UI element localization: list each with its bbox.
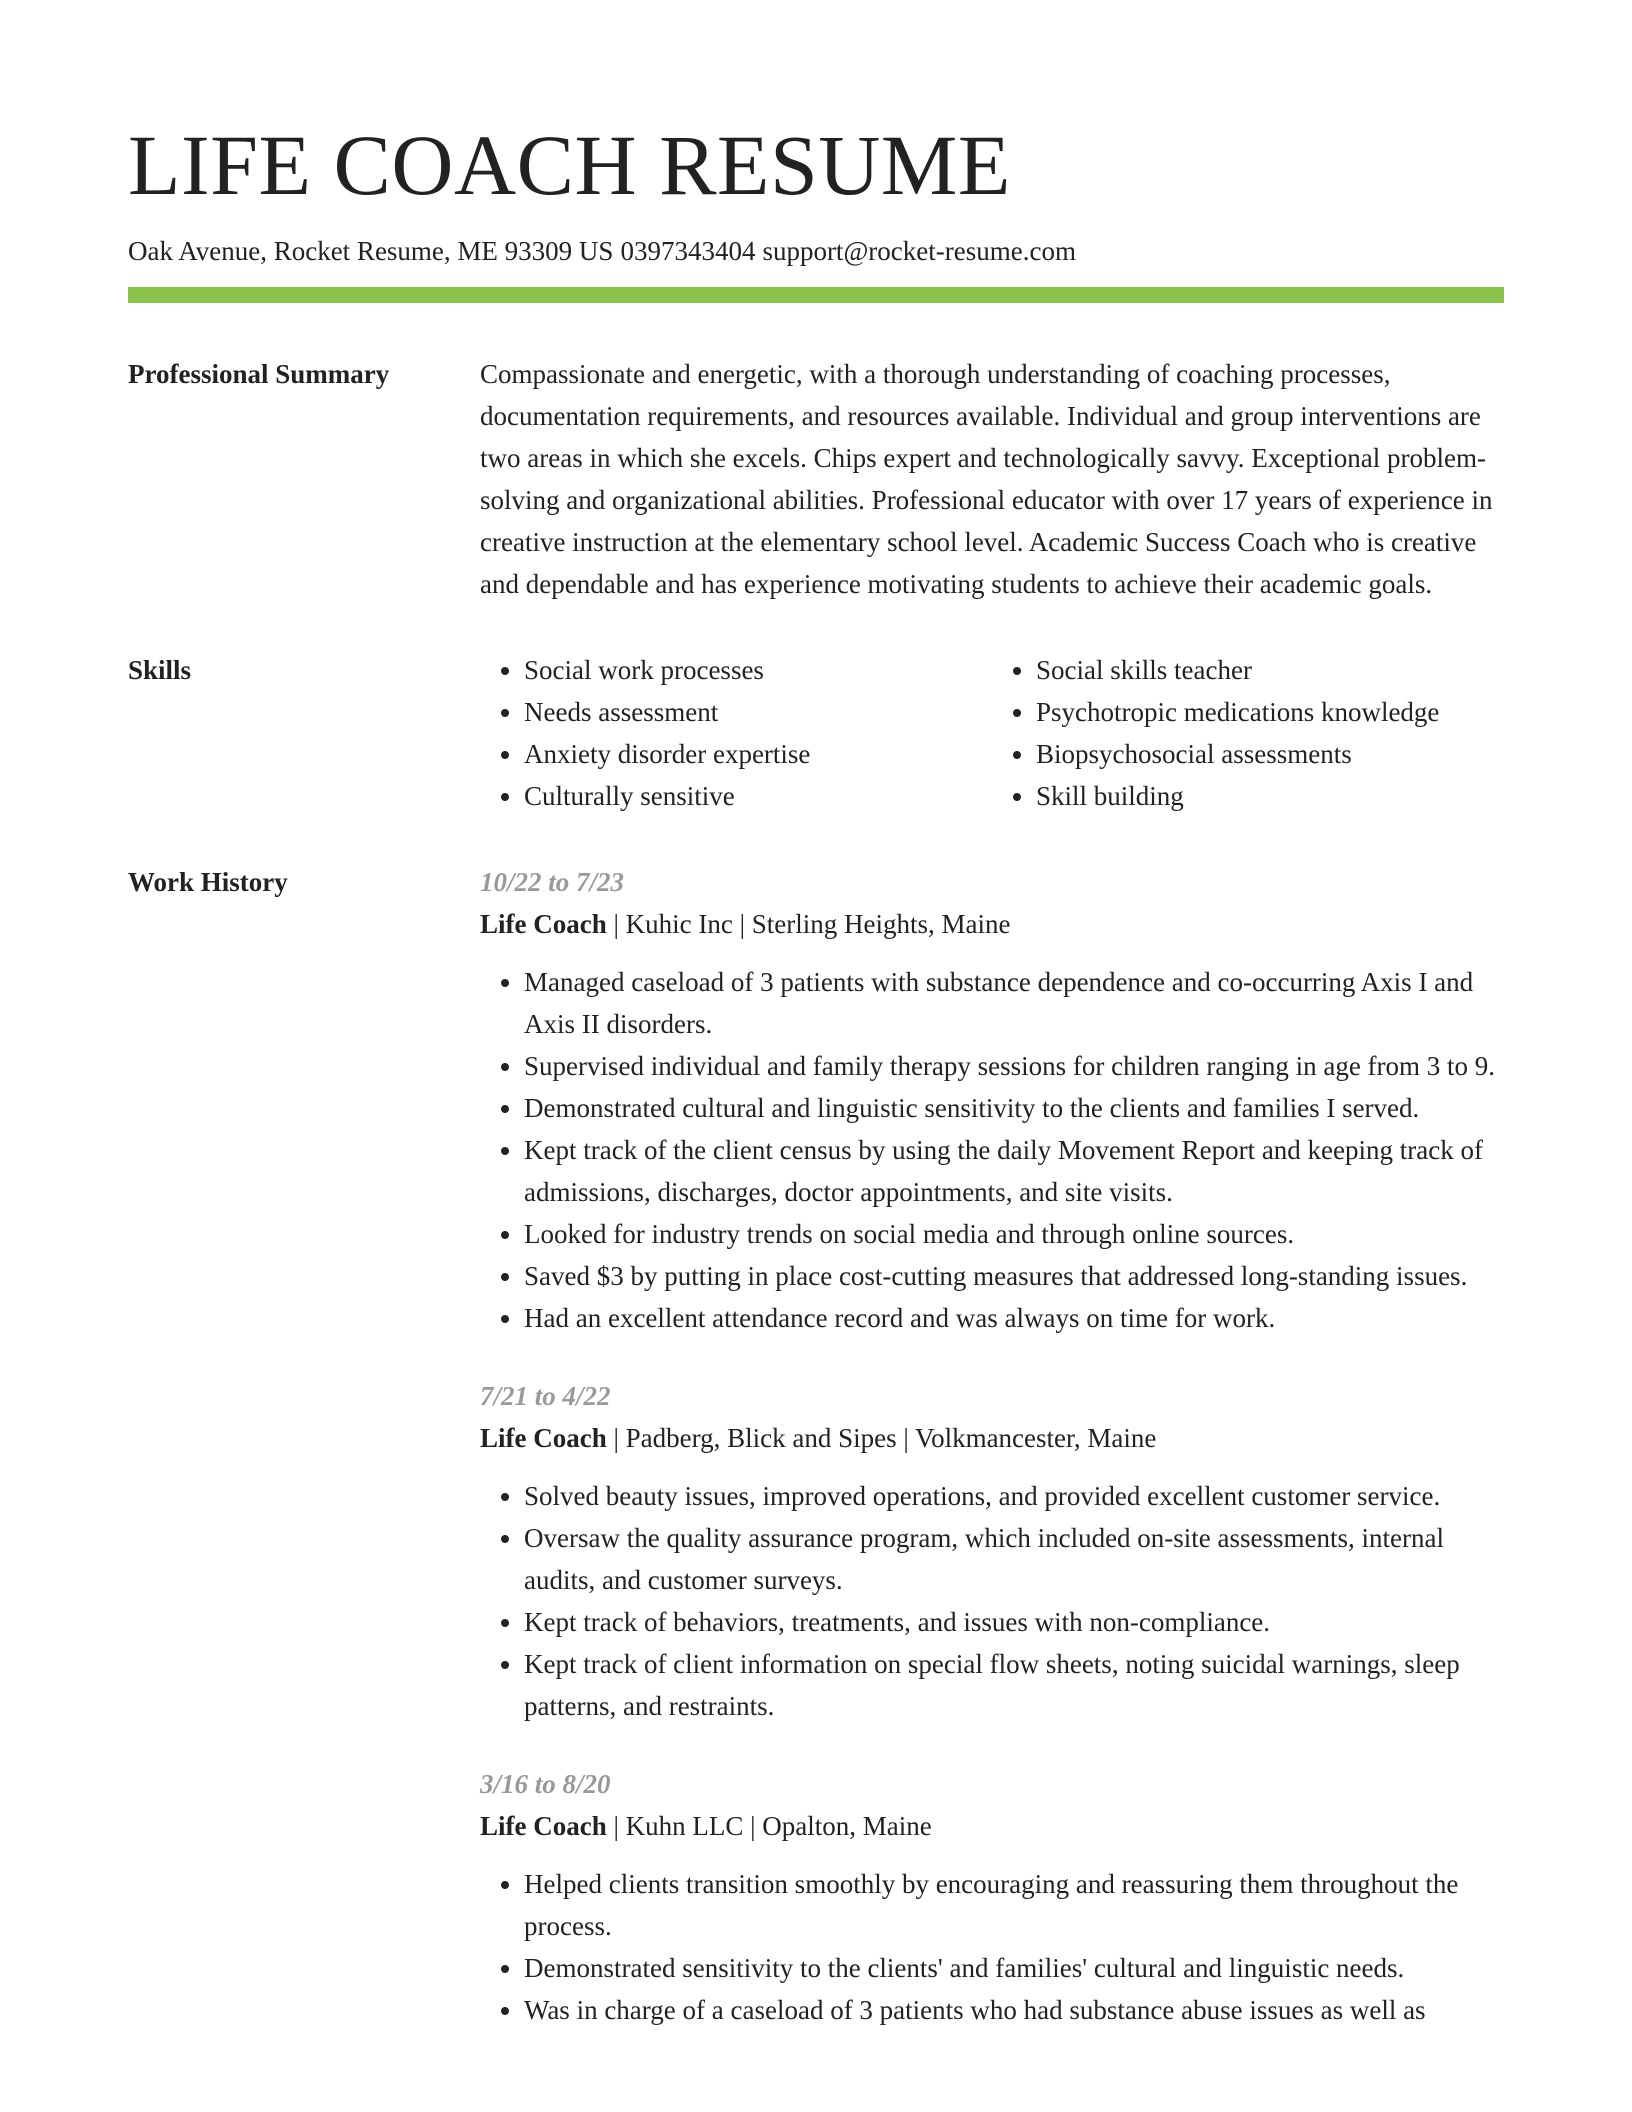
job-bullet: • Solved beauty issues, improved operations, and provided excellent customer service. xyxy=(524,1475,1504,1517)
job-bullet: • Kept track of the client census by using the daily Movement Report and keeping track of admissions, discharges, doctor appointments, and site visits. xyxy=(524,1129,1504,1213)
job-heading xyxy=(480,1805,1504,1847)
job-bullets xyxy=(480,1863,1504,2031)
job-location: Opalton, Maine xyxy=(762,1811,932,1842)
skill-item: • Psychotropic medications knowledge xyxy=(1036,691,1504,733)
job-separator: | xyxy=(732,909,752,940)
summary-text: Compassionate and energetic, with a thorough understanding of coaching processes, documentation requirements, and resources available. Individual and group interventions are two areas in which she excels. Chips expert and technologically savvy. Exceptional problem-solving and organizational abilities. Professional educator with over 17 years of experience in creative instruction at the elementary school level. Academic Success Coach who is creative and dependable and has experience motivating students to achieve their academic goals. xyxy=(480,359,1493,600)
job-heading xyxy=(480,1417,1504,1459)
job-bullet: • Supervised individual and family therapy sessions for children ranging in age from 3 to 9. xyxy=(524,1045,1504,1087)
job-bullet: • Demonstrated sensitivity to the clients' and families' cultural and linguistic needs. xyxy=(524,1947,1504,1989)
job-company: Kuhic Inc xyxy=(625,909,733,940)
job-bullet: • Managed caseload of 3 patients with substance dependence and co-occurring Axis I and Axis II disorders. xyxy=(524,961,1504,1045)
work-history-heading: Work History xyxy=(128,867,288,898)
job-separator: | xyxy=(606,1423,626,1454)
job-bullet: • Was in charge of a caseload of 3 patients who had substance abuse issues as well as xyxy=(524,1989,1504,2031)
contact-phone: 0397343404 xyxy=(620,236,756,266)
skills-list-right xyxy=(992,649,1504,817)
skill-item: • Biopsychosocial assessments xyxy=(1036,733,1504,775)
work-history-section xyxy=(128,861,1504,2031)
job-location: Volkmancester, Maine xyxy=(915,1423,1157,1454)
job-bullet: • Saved $3 by putting in place cost-cutting measures that addressed long-standing issues. xyxy=(524,1255,1504,1297)
job-bullet: • Demonstrated cultural and linguistic sensitivity to the clients and families I served. xyxy=(524,1087,1504,1129)
job-bullet: • Had an excellent attendance record and was always on time for work. xyxy=(524,1297,1504,1339)
skill-item: • Anxiety disorder expertise xyxy=(524,733,992,775)
job-bullet: • Kept track of behaviors, treatments, and issues with non-compliance. xyxy=(524,1601,1504,1643)
skills-heading: Skills xyxy=(128,655,192,686)
job-title: Life Coach xyxy=(480,1423,607,1454)
job-company: Kuhn LLC xyxy=(625,1811,744,1842)
job-entry xyxy=(480,861,1504,1339)
job-entry xyxy=(480,1763,1504,2031)
summary-heading: Professional Summary xyxy=(128,359,390,390)
job-separator: | xyxy=(606,1811,626,1842)
job-bullet: • Looked for industry trends on social media and through online sources. xyxy=(524,1213,1504,1255)
job-separator: | xyxy=(606,909,626,940)
resume-page xyxy=(128,117,1504,2031)
skill-item: • Social work processes xyxy=(524,649,992,691)
accent-divider xyxy=(128,287,1504,303)
skills-section xyxy=(128,649,1504,817)
job-dates: 3/16 to 8/20 xyxy=(480,1769,611,1800)
summary-section xyxy=(128,353,1504,605)
job-title: Life Coach xyxy=(480,909,607,940)
job-separator: | xyxy=(743,1811,763,1842)
job-entry xyxy=(480,1375,1504,1727)
job-bullet: • Oversaw the quality assurance program, which included on-site assessments, internal audits, and customer surveys. xyxy=(524,1517,1504,1601)
job-dates: 10/22 to 7/23 xyxy=(480,867,625,898)
job-dates: 7/21 to 4/22 xyxy=(480,1381,611,1412)
resume-title: LIFE COACH RESUME xyxy=(128,117,1011,213)
job-bullets xyxy=(480,961,1504,1339)
contact-line xyxy=(128,234,1504,269)
job-bullet: • Helped clients transition smoothly by encouraging and reassuring them throughout the process. xyxy=(524,1863,1504,1947)
skill-item: • Skill building xyxy=(1036,775,1504,817)
job-bullets xyxy=(480,1475,1504,1727)
skill-item: • Needs assessment xyxy=(524,691,992,733)
job-title: Life Coach xyxy=(480,1811,607,1842)
job-bullet: • Kept track of client information on special flow sheets, noting suicidal warnings, sleep patterns, and restraints. xyxy=(524,1643,1504,1727)
job-heading xyxy=(480,903,1504,945)
skills-list-left xyxy=(480,649,992,817)
skill-item: • Social skills teacher xyxy=(1036,649,1504,691)
skills-columns xyxy=(480,649,1504,817)
job-location: Sterling Heights, Maine xyxy=(751,909,1011,940)
job-company: Padberg, Blick and Sipes xyxy=(625,1423,897,1454)
contact-email: support@rocket-resume.com xyxy=(762,236,1076,266)
contact-address: Oak Avenue, Rocket Resume, ME 93309 US xyxy=(128,236,614,266)
work-history-list xyxy=(480,861,1504,2031)
job-separator: | xyxy=(896,1423,916,1454)
skill-item: • Culturally sensitive xyxy=(524,775,992,817)
